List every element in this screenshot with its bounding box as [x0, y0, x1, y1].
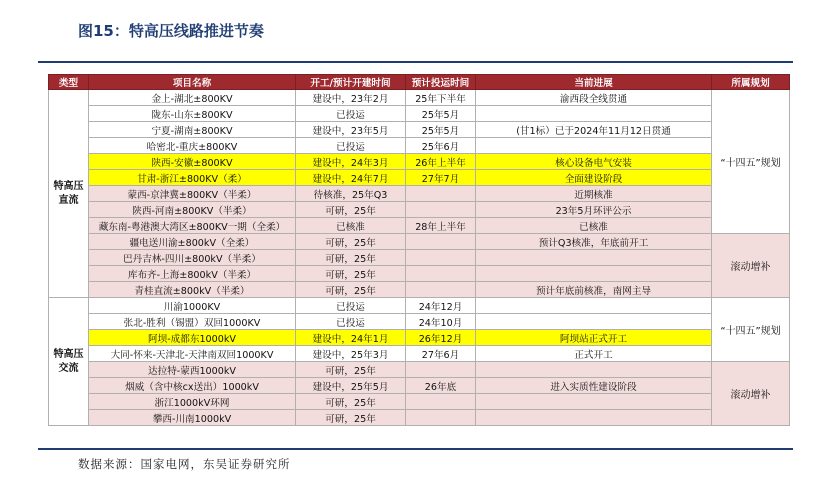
table-row — [49, 298, 790, 314]
table-row — [49, 394, 790, 410]
figure-title: 图15：特高压线路推进节奏 — [78, 22, 264, 40]
table-row — [49, 90, 790, 106]
project-name-cell: 陕西-安徽±800KV — [89, 154, 296, 170]
header-type: 类型 — [49, 75, 89, 90]
start-time-cell: 建设中，23年5月 — [296, 122, 406, 138]
progress-cell — [476, 250, 712, 266]
progress-cell: 预计年底前核准，南网主导 — [476, 282, 712, 298]
project-name-cell: 青桂直流±800kV（半柔） — [89, 282, 296, 298]
project-name-cell: 甘肃-浙江±800KV（柔） — [89, 170, 296, 186]
table-row — [49, 202, 790, 218]
start-time-cell: 已核准 — [296, 218, 406, 234]
table-row — [49, 314, 790, 330]
plan-cell: “十四五”规划 — [712, 298, 790, 362]
project-name-cell: 藏东南-粤港澳大湾区±800KV一期（全柔） — [89, 218, 296, 234]
start-time-cell: 可研，25年 — [296, 410, 406, 426]
project-name-cell: 金上-湖北±800KV — [89, 90, 296, 106]
table-row — [49, 346, 790, 362]
project-name-cell: 蒙西-京津冀±800KV（半柔） — [89, 186, 296, 202]
table-row — [49, 154, 790, 170]
project-name-cell: 达拉特-蒙西1000kV — [89, 362, 296, 378]
table-row — [49, 218, 790, 234]
operation-time-cell: 26年上半年 — [406, 154, 476, 170]
operation-time-cell — [406, 202, 476, 218]
start-time-cell: 可研，25年 — [296, 250, 406, 266]
project-name-cell: 攀西-川南1000kV — [89, 410, 296, 426]
source-note: 数据来源：国家电网，东吴证券研究所 — [78, 457, 291, 471]
start-time-cell: 可研，25年 — [296, 202, 406, 218]
project-name-cell: 库布齐-上海±800kV（半柔） — [89, 266, 296, 282]
project-name-cell: 浙江1000kV环网 — [89, 394, 296, 410]
project-name-cell: 烟威（含中核cx送出）1000kV — [89, 378, 296, 394]
category-cell: 特高压交流 — [49, 298, 89, 426]
operation-time-cell: 24年10月 — [406, 314, 476, 330]
progress-cell: 阿坝站正式开工 — [476, 330, 712, 346]
progress-cell — [476, 394, 712, 410]
progress-cell — [476, 266, 712, 282]
operation-time-cell: 25年下半年 — [406, 90, 476, 106]
start-time-cell: 已投运 — [296, 138, 406, 154]
start-time-cell: 待核准，25年Q3 — [296, 186, 406, 202]
project-name-cell: 阿坝-成都东1000kV — [89, 330, 296, 346]
start-time-cell: 已投运 — [296, 298, 406, 314]
start-time-cell: 建设中，23年2月 — [296, 90, 406, 106]
uhv-progress-table — [48, 74, 790, 426]
table-row — [49, 122, 790, 138]
progress-cell: 23年5月环评公示 — [476, 202, 712, 218]
start-time-cell: 可研，25年 — [296, 266, 406, 282]
project-name-cell: 陇东-山东±800KV — [89, 106, 296, 122]
plan-cell: 滚动增补 — [712, 234, 790, 298]
bottom-rule — [38, 448, 793, 450]
operation-time-cell: 25年5月 — [406, 122, 476, 138]
header-project-name: 项目名称 — [89, 75, 296, 90]
operation-time-cell — [406, 282, 476, 298]
start-time-cell: 建设中，25年5月 — [296, 378, 406, 394]
top-rule — [38, 61, 793, 63]
project-name-cell: 宁夏-湖南±800KV — [89, 122, 296, 138]
operation-time-cell — [406, 362, 476, 378]
progress-cell — [476, 410, 712, 426]
project-name-cell: 哈密北-重庆±800KV — [89, 138, 296, 154]
start-time-cell: 可研，25年 — [296, 234, 406, 250]
start-time-cell: 建设中，24年7月 — [296, 170, 406, 186]
header-progress: 当前进展 — [476, 75, 712, 90]
operation-time-cell: 27年7月 — [406, 170, 476, 186]
start-time-cell: 已投运 — [296, 314, 406, 330]
table-row — [49, 362, 790, 378]
start-time-cell: 可研，25年 — [296, 394, 406, 410]
start-time-cell: 可研，25年 — [296, 362, 406, 378]
operation-time-cell: 26年底 — [406, 378, 476, 394]
header-row — [49, 75, 790, 90]
operation-time-cell: 25年5月 — [406, 106, 476, 122]
table-row — [49, 106, 790, 122]
operation-time-cell: 27年6月 — [406, 346, 476, 362]
table-row — [49, 282, 790, 298]
project-name-cell: 大同-怀来-天津北-天津南双回1000KV — [89, 346, 296, 362]
progress-cell — [476, 314, 712, 330]
table-row — [49, 410, 790, 426]
operation-time-cell: 26年12月 — [406, 330, 476, 346]
table-row — [49, 330, 790, 346]
progress-cell: 近期核准 — [476, 186, 712, 202]
header-plan: 所属规划 — [712, 75, 790, 90]
table-row — [49, 266, 790, 282]
progress-cell: 进入实质性建设阶段 — [476, 378, 712, 394]
plan-cell: 滚动增补 — [712, 362, 790, 426]
table-row — [49, 170, 790, 186]
operation-time-cell — [406, 250, 476, 266]
start-time-cell: 建设中，24年1月 — [296, 330, 406, 346]
progress-cell: 正式开工 — [476, 346, 712, 362]
table-row — [49, 186, 790, 202]
progress-cell: 已核准 — [476, 218, 712, 234]
progress-cell: 预计Q3核准，年底前开工 — [476, 234, 712, 250]
project-name-cell: 巴丹吉林-四川±800kV（半柔） — [89, 250, 296, 266]
start-time-cell: 已投运 — [296, 106, 406, 122]
operation-time-cell — [406, 266, 476, 282]
start-time-cell: 建设中，24年3月 — [296, 154, 406, 170]
operation-time-cell: 24年12月 — [406, 298, 476, 314]
project-name-cell: 川渝1000KV — [89, 298, 296, 314]
operation-time-cell — [406, 234, 476, 250]
operation-time-cell — [406, 394, 476, 410]
project-name-cell: 张北-胜利（锡盟）双回1000KV — [89, 314, 296, 330]
progress-cell: (甘1标）已于2024年11月12日贯通 — [476, 122, 712, 138]
operation-time-cell — [406, 410, 476, 426]
project-name-cell: 疆电送川渝±800kV（全柔） — [89, 234, 296, 250]
table-row — [49, 138, 790, 154]
operation-time-cell: 28年上半年 — [406, 218, 476, 234]
start-time-cell: 可研，25年 — [296, 282, 406, 298]
progress-cell: 核心设备电气安装 — [476, 154, 712, 170]
plan-cell: “十四五”规划 — [712, 90, 790, 234]
progress-cell: 渝西段全线贯通 — [476, 90, 712, 106]
operation-time-cell: 25年6月 — [406, 138, 476, 154]
progress-cell — [476, 362, 712, 378]
progress-cell: 全面建设阶段 — [476, 170, 712, 186]
header-operation-time: 预计投运时间 — [406, 75, 476, 90]
progress-cell — [476, 106, 712, 122]
operation-time-cell — [406, 186, 476, 202]
table-row — [49, 250, 790, 266]
table-body — [49, 90, 790, 426]
table-row — [49, 378, 790, 394]
progress-cell — [476, 138, 712, 154]
table-row — [49, 234, 790, 250]
project-name-cell: 陕西-河南±800KV（半柔） — [89, 202, 296, 218]
start-time-cell: 建设中，25年3月 — [296, 346, 406, 362]
header-start-time: 开工/预计开建时间 — [296, 75, 406, 90]
category-cell: 特高压直流 — [49, 90, 89, 298]
progress-cell — [476, 298, 712, 314]
